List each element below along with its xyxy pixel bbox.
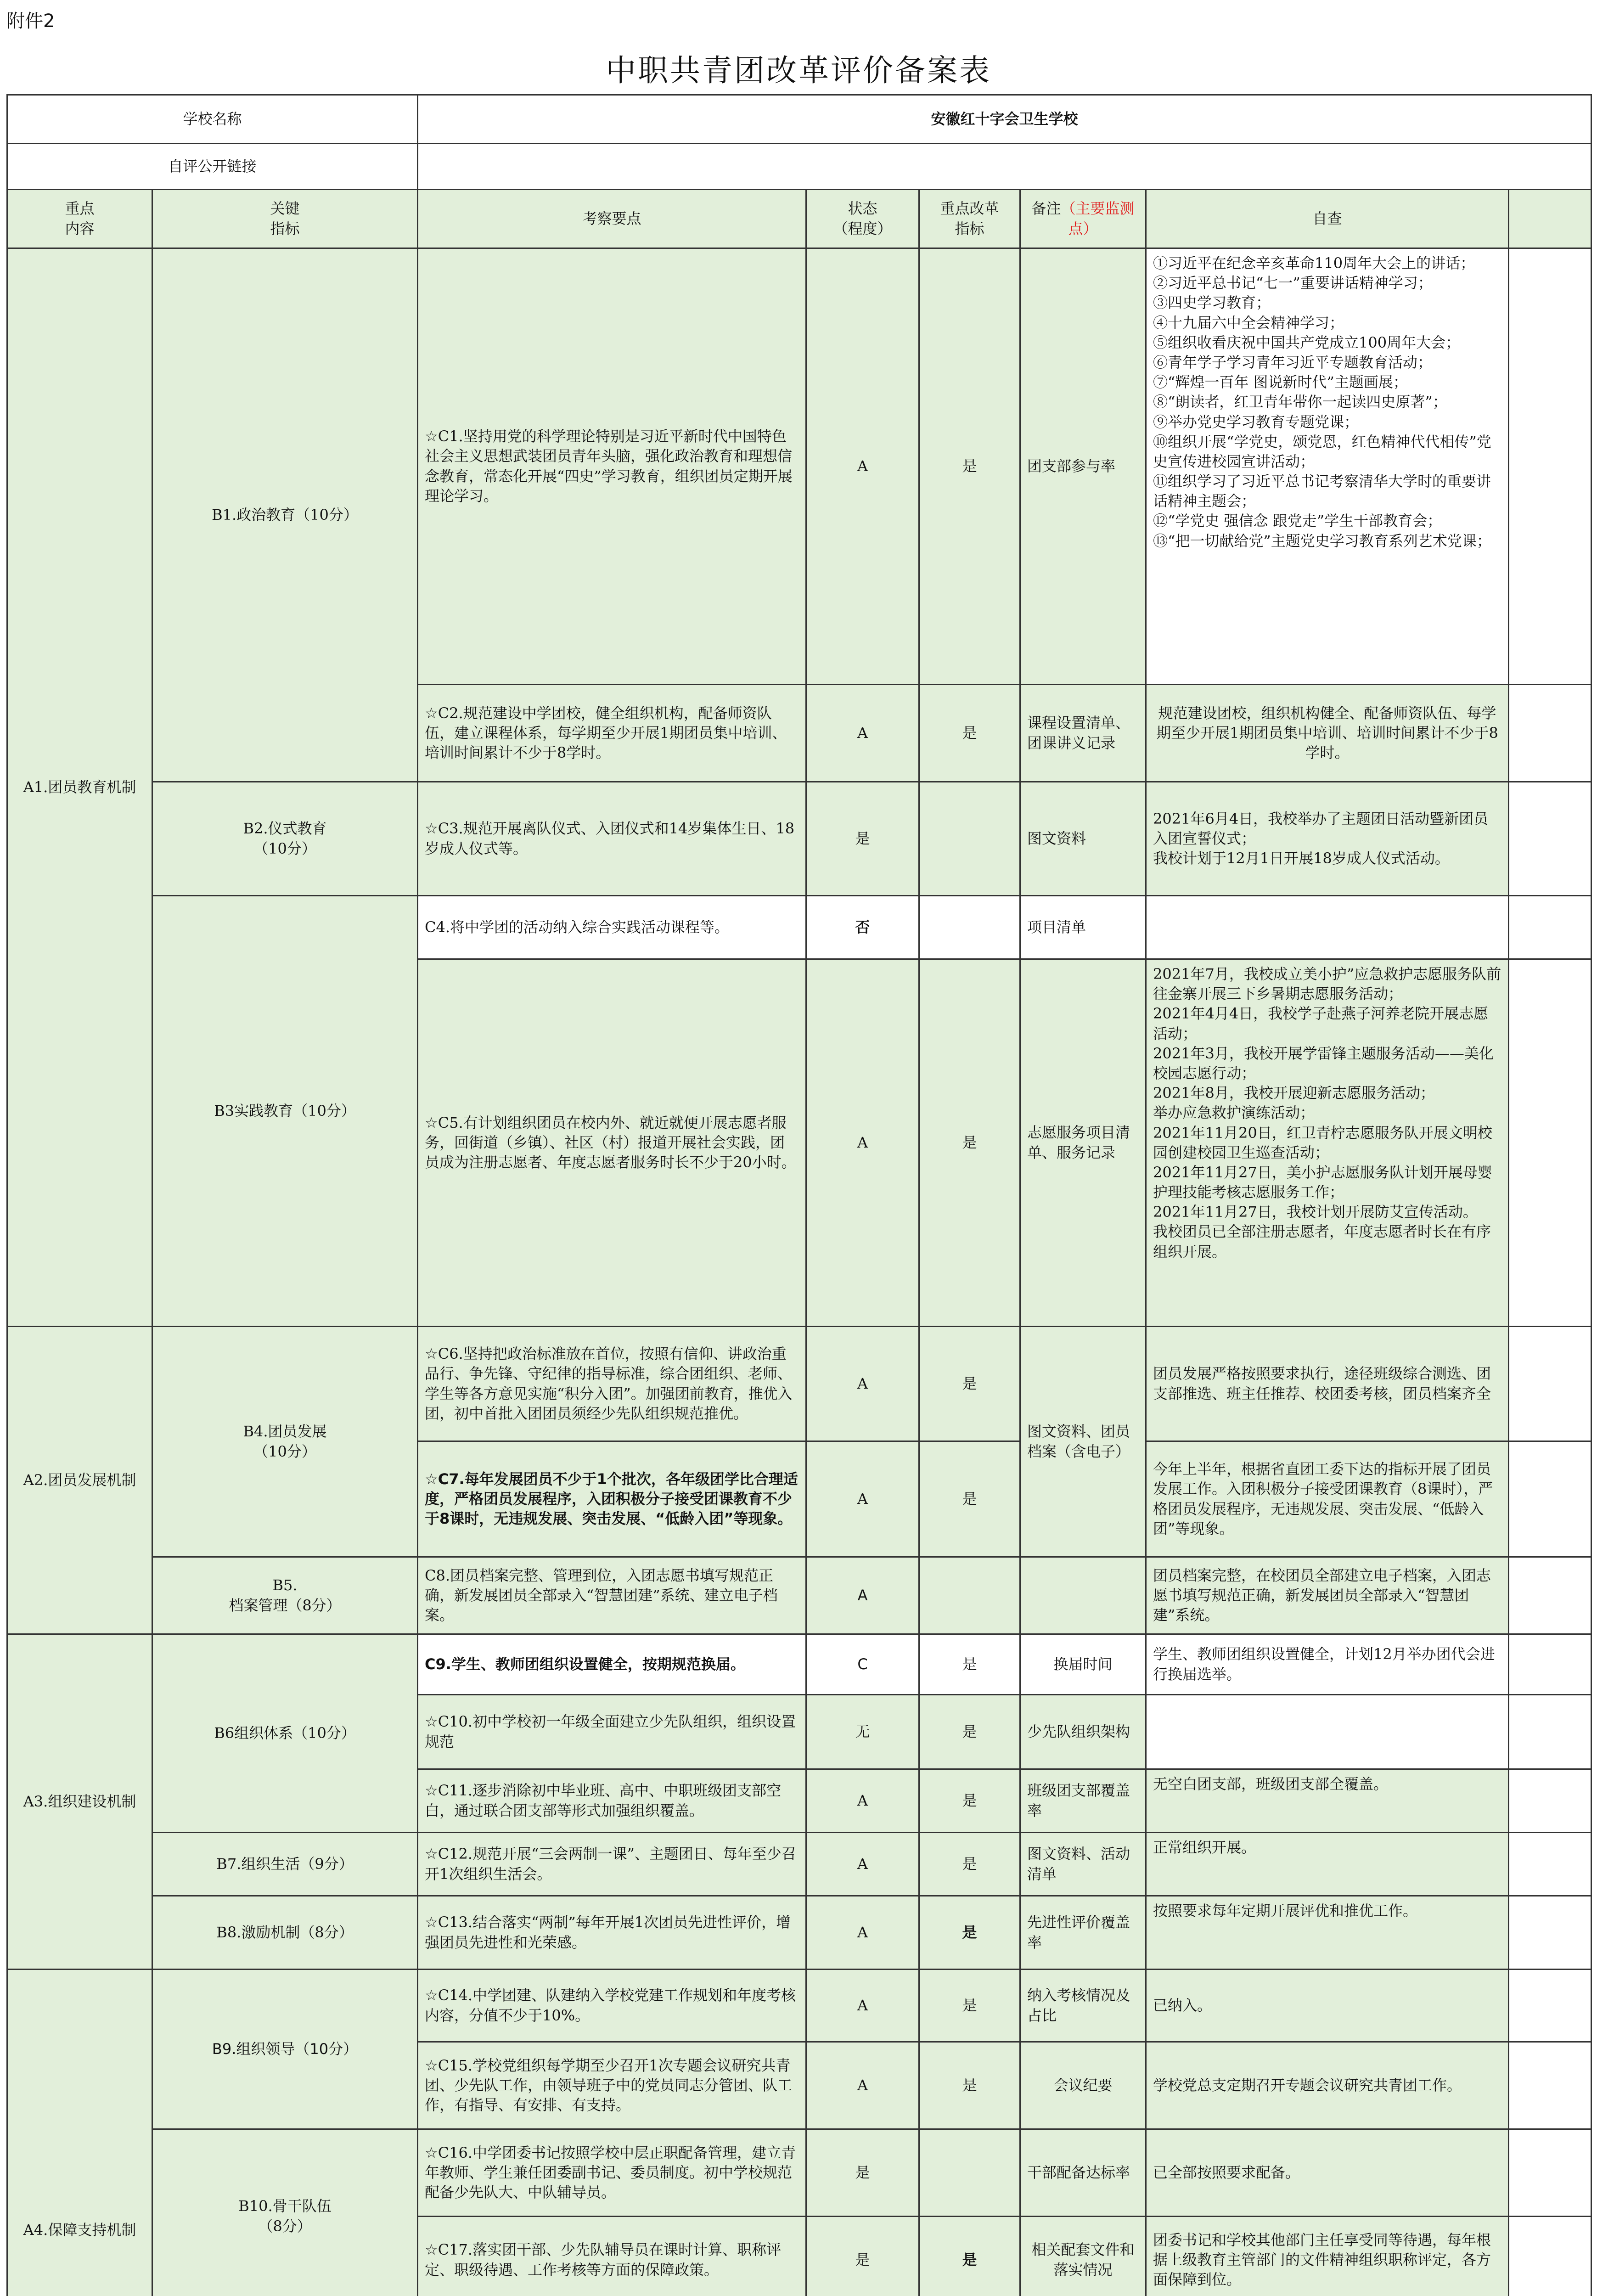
a3-name: A3.组织建设机制 bbox=[7, 1634, 152, 1970]
header-blank bbox=[1509, 190, 1591, 248]
c3-self-check: 2021年6月4日，我校举办了主题团日活动暨新团员入团宣誓仪式； 我校计划于12月1日开展18岁成人仪式活动。 bbox=[1146, 782, 1509, 896]
c5-note: 志愿服务项目清单、服务记录 bbox=[1020, 959, 1146, 1327]
b3-indicator: B3实践教育（10分） bbox=[152, 896, 418, 1327]
c8-state: A bbox=[806, 1557, 919, 1634]
c14-point: ☆C14.中学团建、队建纳入学校党建工作规划和年度考核内容，分值不少于10%。 bbox=[418, 1970, 806, 2042]
c9-extra bbox=[1509, 1634, 1591, 1695]
c16-state: 是 bbox=[806, 2129, 919, 2217]
c11-self-check: 无空白团支部，班级团支部全覆盖。 bbox=[1146, 1769, 1509, 1833]
c8-note bbox=[1020, 1557, 1146, 1634]
c14-note: 纳入考核情况及占比 bbox=[1020, 1970, 1146, 2042]
header-remark-monitor: （主要监测点） bbox=[1061, 200, 1135, 237]
c11-point: ☆C11.逐步消除初中毕业班、高中、中职班级团支部空白，通过联合团支部等形式加强组织覆盖。 bbox=[418, 1769, 806, 1833]
c3-key bbox=[919, 782, 1020, 896]
c15-state: A bbox=[806, 2042, 919, 2129]
c13-self-check: 按照要求每年定期开展评优和推优工作。 bbox=[1146, 1896, 1509, 1970]
c11-state: A bbox=[806, 1769, 919, 1833]
c7-extra bbox=[1509, 1441, 1591, 1557]
c2-key: 是 bbox=[919, 685, 1020, 782]
b7-indicator: B7.组织生活（9分） bbox=[152, 1833, 418, 1896]
c17-extra bbox=[1509, 2217, 1591, 2296]
c14-self-check: 已纳入。 bbox=[1146, 1970, 1509, 2042]
c9-point: C9.学生、教师团组织设置健全，按期规范换届。 bbox=[418, 1634, 806, 1695]
c4-key bbox=[919, 896, 1020, 959]
c9-self-check: 学生、教师团组织设置健全，计划12月举办团代会进行换届选举。 bbox=[1146, 1634, 1509, 1695]
b8-indicator: B8.激励机制（8分） bbox=[152, 1896, 418, 1970]
header-remark bbox=[1020, 190, 1146, 248]
c9-key: 是 bbox=[919, 1634, 1020, 1695]
c5-self-check: 2021年7月，我校成立美小护”应急救护志愿服务队前往金寨开展三下乡暑期志愿服务活动； 2021年4月4日，我校学子赴燕子河养老院开展志愿活动； 2021年3月，我校开展学雷锋主题服务活动——美化校园志愿行动； 2021年8月，我校开展迎新志愿服务活动； 举办应急救护演练活动； 2021年11月20日，红卫青柠志愿服务队开展文明校园创建校园卫生巡查活动； 2021年11月27日，美小护志愿服务队计划开展母婴护理技能考核志愿服务工作； 2021年11月27日，我校计划开展防艾宣传活动。 我校团员已全部注册志愿者，年度志愿者时长在有序组织开展。 bbox=[1146, 959, 1509, 1327]
c8-point: C8.团员档案完整、管理到位，入团志愿书填写规范正确，新发展团员全部录入“智慧团建”系统、建立电子档案。 bbox=[418, 1557, 806, 1634]
c17-key: 是 bbox=[919, 2217, 1020, 2296]
c17-point: ☆C17.落实团干部、少先队辅导员在课时计算、职称评定、职级待遇、工作考核等方面的保障政策。 bbox=[418, 2217, 806, 2296]
a2-name: A2.团员发展机制 bbox=[7, 1327, 152, 1634]
c4-note: 项目清单 bbox=[1020, 896, 1146, 959]
b9-indicator: B9.组织领导（10分） bbox=[152, 1970, 418, 2129]
b6-indicator: B6组织体系（10分） bbox=[152, 1634, 418, 1833]
c2-note: 课程设置清单、团课讲义记录 bbox=[1020, 685, 1146, 782]
c13-state: A bbox=[806, 1896, 919, 1970]
b1-indicator: B1.政治教育（10分） bbox=[152, 248, 418, 782]
c16-extra bbox=[1509, 2129, 1591, 2217]
c12-point: ☆C12.规范开展“三会两制一课”、主题团日、每年至少召开1次组织生活会。 bbox=[418, 1833, 806, 1896]
c12-note: 图文资料、活动清单 bbox=[1020, 1833, 1146, 1896]
c1-extra bbox=[1509, 248, 1591, 685]
c16-self-check: 已全部按照要求配备。 bbox=[1146, 2129, 1509, 2217]
c11-note: 班级团支部覆盖率 bbox=[1020, 1769, 1146, 1833]
c10-extra bbox=[1509, 1695, 1591, 1769]
c6-state: A bbox=[806, 1327, 919, 1441]
c4-self-check bbox=[1146, 896, 1509, 959]
c12-self-check: 正常组织开展。 bbox=[1146, 1833, 1509, 1896]
c17-state: 是 bbox=[806, 2217, 919, 2296]
c8-extra bbox=[1509, 1557, 1591, 1634]
c16-note: 干部配备达标率 bbox=[1020, 2129, 1146, 2217]
c13-note: 先进性评价覆盖率 bbox=[1020, 1896, 1146, 1970]
c13-extra bbox=[1509, 1896, 1591, 1970]
public-link-label: 自评公开链接 bbox=[7, 144, 418, 190]
c6-extra bbox=[1509, 1327, 1591, 1441]
header-key-indicator: 关键 指标 bbox=[152, 190, 418, 248]
c1-self-check: ①习近平在纪念辛亥革命110周年大会上的讲话； ②习近平总书记“七一”重要讲话精神学习； ③四史学习教育； ④十九届六中全会精神学习； ⑤组织收看庆祝中国共产党成立100周年大会； ⑥青年学子学习青年习近平专题教育活动； ⑦“辉煌一百年 图说新时代”主题画展； ⑧“朗读者，红卫青年带你一起读四史原著”； ⑨举办党史学习教育专题党课； ⑩组织开展“学党史，颂党恩，红色精神代代相传”党史宣传进校园宣讲活动； ⑪组织学习了习近平总书记考察清华大学时的重要讲话精神主题会； ⑫“学党史 强信念 跟党走”学生干部教育会； ⑬“把一切献给党”主题党史学习教育系列艺术党课； bbox=[1146, 248, 1509, 685]
c9-state: C bbox=[806, 1634, 919, 1695]
c10-point: ☆C10.初中学校初一年级全面建立少先队组织，组织设置规范 bbox=[418, 1695, 806, 1769]
c6-key: 是 bbox=[919, 1327, 1020, 1441]
a4-name: A4.保障支持机制 bbox=[7, 1970, 152, 2296]
b5-indicator: B5. 档案管理（8分） bbox=[152, 1557, 418, 1634]
header-self-check: 自查 bbox=[1146, 190, 1509, 248]
c10-note: 少先队组织架构 bbox=[1020, 1695, 1146, 1769]
c10-self-check bbox=[1146, 1695, 1509, 1769]
document-title: 中职共青团改革评价备案表 bbox=[606, 53, 991, 88]
c2-self-check: 规范建设团校，组织机构健全、配备师资队伍、每学期至少开展1期团员集中培训、培训时间累计不少于8学时。 bbox=[1146, 685, 1509, 782]
c4-point: C4.将中学团的活动纳入综合实践活动课程等。 bbox=[418, 896, 806, 959]
c12-extra bbox=[1509, 1833, 1591, 1896]
c5-point: ☆C5.有计划组织团员在校内外、就近就便开展志愿者服务，回街道（乡镇）、社区（村）报道开展社会实践，团员成为注册志愿者、年度志愿者服务时长不少于20小时。 bbox=[418, 959, 806, 1327]
c7-point: ☆C7.每年发展团员不少于1个批次，各年级团学比合理适度，严格团员发展程序，入团积极分子接受团课教育不少于8课时，无违规发展、突击发展、“低龄入团”等现象。 bbox=[418, 1441, 806, 1557]
c5-extra bbox=[1509, 959, 1591, 1327]
c5-key: 是 bbox=[919, 959, 1020, 1327]
public-link-value[interactable] bbox=[418, 144, 1591, 190]
header-inspection-points: 考察要点 bbox=[418, 190, 806, 248]
c3-extra bbox=[1509, 782, 1591, 896]
c14-state: A bbox=[806, 1970, 919, 2042]
c7-state: A bbox=[806, 1441, 919, 1557]
c15-key: 是 bbox=[919, 2042, 1020, 2129]
c1-state: A bbox=[806, 248, 919, 685]
c16-key bbox=[919, 2129, 1020, 2217]
c5-state: A bbox=[806, 959, 919, 1327]
header-remark-label: 备注 bbox=[1031, 200, 1061, 218]
c1-key: 是 bbox=[919, 248, 1020, 685]
b4-indicator: B4.团员发展 （10分） bbox=[152, 1327, 418, 1557]
header-key-reform: 重点改革 指标 bbox=[919, 190, 1020, 248]
c15-self-check: 学校党总支定期召开专题会议研究共青团工作。 bbox=[1146, 2042, 1509, 2129]
c13-key: 是 bbox=[919, 1896, 1020, 1970]
c3-state: 是 bbox=[806, 782, 919, 896]
c17-note: 相关配套文件和落实情况 bbox=[1020, 2217, 1146, 2296]
school-name-label: 学校名称 bbox=[7, 95, 418, 144]
c2-point: ☆C2.规范建设中学团校，健全组织机构，配备师资队伍，建立课程体系，每学期至少开展1期团员集中培训、培训时间累计不少于8学时。 bbox=[418, 685, 806, 782]
c9-note: 换届时间 bbox=[1020, 1634, 1146, 1695]
c7-key: 是 bbox=[919, 1441, 1020, 1557]
c4-state: 否 bbox=[806, 896, 919, 959]
c2-state: A bbox=[806, 685, 919, 782]
c8-key bbox=[919, 1557, 1020, 1634]
header-key-content: 重点 内容 bbox=[7, 190, 152, 248]
b10-indicator: B10.骨干队伍 （8分） bbox=[152, 2129, 418, 2296]
b2-indicator: B2.仪式教育 （10分） bbox=[152, 782, 418, 896]
c13-point: ☆C13.结合落实“两制”每年开展1次团员先进性评价，增强团员先进性和光荣感。 bbox=[418, 1896, 806, 1970]
c12-state: A bbox=[806, 1833, 919, 1896]
school-name-value: 安徽红十字会卫生学校 bbox=[418, 95, 1591, 144]
c17-self-check: 团委书记和学校其他部门主任享受同等待遇，每年根据上级教育主管部门的文件精神组织职称评定，各方面保障到位。 bbox=[1146, 2217, 1509, 2296]
c6-self-check: 团员发展严格按照要求执行，途径班级综合测选、团支部推选、班主任推荐、校团委考核，团员档案齐全 bbox=[1146, 1327, 1509, 1441]
c12-key: 是 bbox=[919, 1833, 1020, 1896]
c11-key: 是 bbox=[919, 1769, 1020, 1833]
c10-state: 无 bbox=[806, 1695, 919, 1769]
c6-c7-note: 图文资料、团员档案（含电子） bbox=[1020, 1327, 1146, 1557]
c6-point: ☆C6.坚持把政治标准放在首位，按照有信仰、讲政治重品行、争先锋、守纪律的指导标准，综合团组织、老师、学生等各方意见实施“积分入团”。加强团前教育，推优入团，初中首批入团团员须经少先队组织规范推优。 bbox=[418, 1327, 806, 1441]
c4-extra bbox=[1509, 896, 1591, 959]
header-status: 状态 （程度） bbox=[806, 190, 919, 248]
c15-extra bbox=[1509, 2042, 1591, 2129]
a1-name: A1.团员教育机制 bbox=[7, 248, 152, 1327]
c8-self-check: 团员档案完整，在校团员全部建立电子档案，入团志愿书填写规范正确，新发展团员全部录入“智慧团建”系统。 bbox=[1146, 1557, 1509, 1634]
c2-extra bbox=[1509, 685, 1591, 782]
c14-extra bbox=[1509, 1970, 1591, 2042]
c10-key: 是 bbox=[919, 1695, 1020, 1769]
c1-point: ☆C1.坚持用党的科学理论特别是习近平新时代中国特色社会主义思想武装团员青年头脑，强化政治教育和理想信念教育，常态化开展“四史”学习教育，组织团员定期开展理论学习。 bbox=[418, 248, 806, 685]
c7-self-check: 今年上半年，根据省直团工委下达的指标开展了团员发展工作。入团积极分子接受团课教育（8课时），严格团员发展程序，无违规发展、突击发展、“低龄入团”等现象。 bbox=[1146, 1441, 1509, 1557]
c11-extra bbox=[1509, 1769, 1591, 1833]
c15-note: 会议纪要 bbox=[1020, 2042, 1146, 2129]
attachment-label: 附件2 bbox=[6, 11, 55, 32]
c14-key: 是 bbox=[919, 1970, 1020, 2042]
c15-point: ☆C15.学校党组织每学期至少召开1次专题会议研究共青团、少先队工作，由领导班子中的党员同志分管团、队工作，有指导、有安排、有支持。 bbox=[418, 2042, 806, 2129]
c3-point: ☆C3.规范开展离队仪式、入团仪式和14岁集体生日、18岁成人仪式等。 bbox=[418, 782, 806, 896]
c16-point: ☆C16.中学团委书记按照学校中层正职配备管理，建立青年教师、学生兼任团委副书记、委员制度。初中学校规范配备少先队大、中队辅导员。 bbox=[418, 2129, 806, 2217]
c1-note: 团支部参与率 bbox=[1020, 248, 1146, 685]
c3-note: 图文资料 bbox=[1020, 782, 1146, 896]
evaluation-table bbox=[6, 94, 1592, 2296]
